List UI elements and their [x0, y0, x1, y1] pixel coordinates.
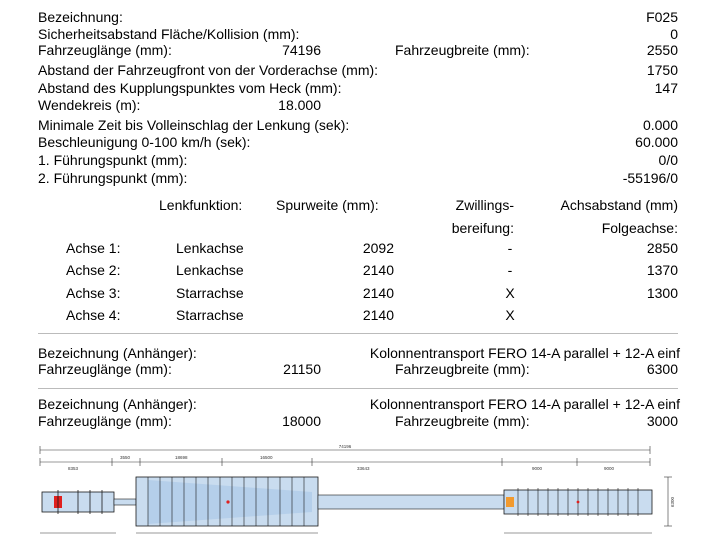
axle-table-header-2	[0, 220, 701, 236]
header-twin-1: Zwillings-	[455, 197, 514, 213]
guide-point-1-label: 1. Führungspunkt (mm):	[38, 152, 188, 168]
axle-name: Achse 1:	[66, 240, 121, 256]
front-axle-label: Abstand der Fahrzeugfront von der Vorderachse (mm):	[38, 62, 379, 78]
coupling-row	[0, 80, 701, 96]
dim-label: 8353	[68, 466, 79, 471]
axle-twin: -	[507, 240, 513, 256]
trailer-2-length-row	[0, 413, 701, 429]
axle-steering: Lenkachse	[176, 240, 244, 256]
safety-distance-label: Sicherheitsabstand Fläche/Kollision (mm):	[38, 26, 300, 42]
axle-spacing: 2850	[646, 240, 678, 256]
trailer-length-value: 18000	[282, 413, 321, 429]
trailer-length-label: Fahrzeuglänge (mm):	[38, 413, 172, 429]
lock-time-value: 0.000	[642, 117, 678, 133]
axle-spacing: 1300	[646, 285, 678, 301]
lock-time-row	[0, 117, 701, 133]
trailer-length-label: Fahrzeuglänge (mm):	[38, 361, 172, 377]
trailer-1-designation-row	[0, 345, 701, 361]
divider	[38, 333, 678, 334]
trailer-designation-label: Bezeichnung (Anhänger):	[38, 396, 197, 412]
length-width-row	[0, 42, 701, 58]
trailer-width-value: 3000	[646, 413, 678, 429]
turning-circle-label: Wendekreis (m):	[38, 97, 141, 113]
guide-point-2-label: 2. Führungspunkt (mm):	[38, 170, 188, 186]
axle-table-header-1	[0, 197, 701, 213]
trailer-width-value: 6300	[646, 361, 678, 377]
turning-circle-value: 18.000	[278, 97, 321, 113]
trailer-width-label: Fahrzeugbreite (mm):	[395, 361, 530, 377]
axle-steering: Lenkachse	[176, 262, 244, 278]
dim-label: 9000	[604, 466, 615, 471]
axle-name: Achse 2:	[66, 262, 121, 278]
axle-name: Achse 3:	[66, 285, 121, 301]
trailer-width-label: Fahrzeugbreite (mm):	[395, 413, 530, 429]
guide-point-2-value: -55196/0	[622, 170, 678, 186]
coupling-value: 147	[654, 80, 678, 96]
dim-label: 18698	[175, 455, 188, 460]
dim-label: 16500	[260, 455, 273, 460]
header-twin-2: bereifung:	[451, 220, 514, 236]
trailer-1-body	[136, 477, 318, 526]
trailer-designation-value: Kolonnentransport FERO 14-A parallel + 12-A einf	[369, 345, 680, 361]
axle-track: 2092	[362, 240, 394, 256]
guide-point-1-value: 0/0	[658, 152, 678, 168]
header-spacing-2: Folgeachse:	[601, 220, 678, 236]
acceleration-value: 60.000	[635, 134, 678, 150]
front-axle-value: 1750	[646, 62, 678, 78]
guide-point-2-row	[0, 170, 701, 186]
height-dim-label: 6300	[670, 496, 675, 508]
axle-steering: Starrachse	[176, 285, 244, 301]
trailer-2-designation-row	[0, 396, 701, 412]
dim-label: 9000	[532, 466, 543, 471]
lock-time-label: Minimale Zeit bis Volleinschlag der Lenkung (sek):	[38, 117, 350, 133]
header-steering: Lenkfunktion:	[159, 197, 243, 213]
axle-track: 2140	[362, 285, 394, 301]
header-track: Spurweite (mm):	[276, 197, 379, 213]
trailer-designation-value: Kolonnentransport FERO 14-A parallel + 12-A einf	[369, 396, 680, 412]
tractor-unit	[42, 490, 114, 514]
table-row	[0, 307, 701, 323]
trailer-designation-label: Bezeichnung (Anhänger):	[38, 345, 197, 361]
overall-length-label: 74196	[338, 444, 352, 449]
axle-steering: Starrachse	[176, 307, 244, 323]
designation-row	[0, 9, 701, 25]
axle-track: 2140	[362, 262, 394, 278]
header-spacing-1: Achsabstand (mm)	[560, 197, 678, 213]
acceleration-row	[0, 134, 701, 150]
width-label: Fahrzeugbreite (mm):	[395, 42, 530, 58]
axle-spacing: 1370	[646, 262, 678, 278]
axle-name: Achse 4:	[66, 307, 121, 323]
table-row	[0, 285, 701, 301]
table-row	[0, 240, 701, 256]
segment-dimensions	[40, 458, 650, 466]
axle-twin: X	[505, 285, 515, 301]
coupling-bar	[114, 499, 136, 505]
dim-label: 3550	[120, 455, 131, 460]
vehicle-drawing	[32, 440, 682, 552]
axle-track: 2140	[362, 307, 394, 323]
divider	[38, 388, 678, 389]
axle-twin: X	[505, 307, 515, 323]
coupling-label: Abstand des Kupplungspunktes vom Heck (mm):	[38, 80, 342, 96]
designation-value: F025	[646, 9, 678, 25]
acceleration-label: Beschleunigung 0-100 km/h (sek):	[38, 134, 251, 150]
safety-distance-row	[0, 26, 701, 42]
width-value: 2550	[646, 42, 678, 58]
trailer-2-body	[504, 488, 652, 516]
connecting-beam	[318, 495, 504, 509]
turning-circle-row	[0, 97, 701, 113]
length-value: 74196	[282, 42, 321, 58]
length-label: Fahrzeuglänge (mm):	[38, 42, 172, 58]
safety-distance-value: 0	[670, 26, 678, 42]
axle-twin: -	[507, 262, 513, 278]
trailer-length-value: 21150	[283, 361, 321, 377]
front-axle-row	[0, 62, 701, 78]
guide-point-1-row	[0, 152, 701, 168]
table-row	[0, 262, 701, 278]
dim-label: 33643	[357, 466, 370, 471]
designation-label: Bezeichnung:	[38, 9, 123, 25]
trailer-1-length-row	[0, 361, 701, 377]
